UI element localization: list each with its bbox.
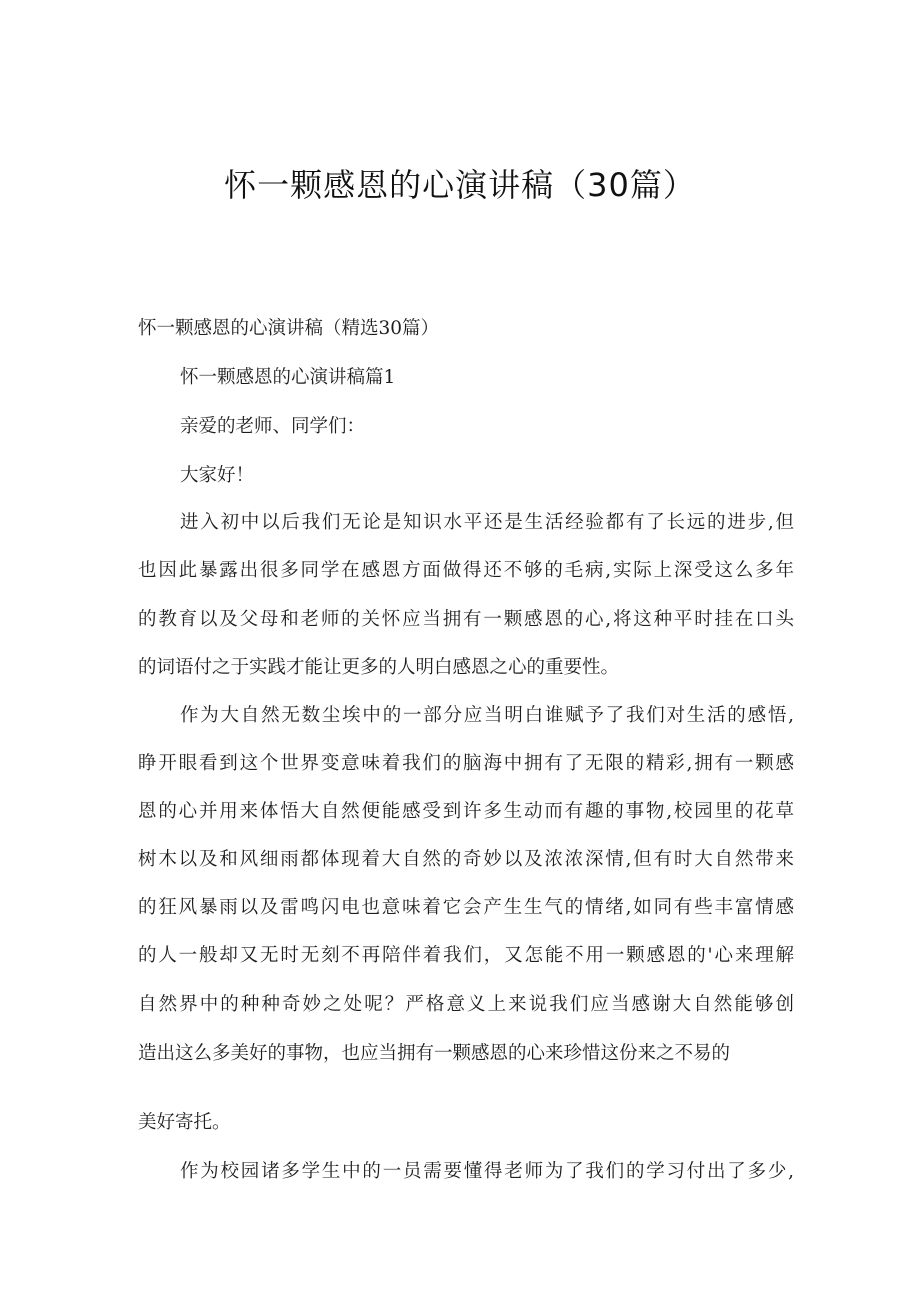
section-heading: 怀一颗感恩的心演讲稿篇1 [180,367,396,388]
paragraph-line: 的人一般却又无时无刻不再陪伴着我们，又怎能不用一颗感恩的'心来理解 [138,945,794,966]
paragraph-line: 也因此暴露出很多同学在感恩方面做得还不够的毛病,实际上深受这么多年 [138,560,794,581]
paragraph-line: 恩的心并用来体悟大自然便能感受到许多生动而有趣的事物,校园里的花草 [138,801,794,822]
document-title: 怀一颗感恩的心演讲稿（30篇） [224,166,696,204]
paragraph-line: 的词语付之于实践才能让更多的人明白感恩之心的重要性。 [138,657,620,678]
paragraph-line: 的狂风暴雨以及雷鸣闪电也意味着它会产生生气的情绪,如同有些丰富情感 [138,897,794,918]
paragraph-line: 树木以及和风细雨都体现着大自然的奇妙以及浓浓深情,但有时大自然带来 [138,849,794,870]
document-subtitle: 怀一颗感恩的心演讲稿（精选30篇） [138,318,440,339]
paragraph-line: 自然界中的种种奇妙之处呢？严格意义上来说我们应当感谢大自然能够创 [138,994,794,1015]
greeting: 大家好！ [180,465,255,486]
paragraph-line: 睁开眼看到这个世界变意味着我们的脑海中拥有了无限的精彩,拥有一颗感 [138,753,794,774]
paragraph-line: 的教育以及父母和老师的关怀应当拥有一颗感恩的心,将这种平时挂在口头 [138,609,794,630]
paragraph-line: 进入初中以后我们无论是知识水平还是生活经验都有了长远的进步,但 [180,512,794,533]
paragraph-line: 造出这么多美好的事物，也应当拥有一颗感恩的心来珍惜这份来之不易的 [138,1043,731,1064]
salutation: 亲爱的老师、同学们： [180,416,366,437]
paragraph-line: 作为大自然无数尘埃中的一部分应当明白谁赋予了我们对生活的感悟, [180,705,794,726]
paragraph-line: 美好寄托。 [138,1112,231,1133]
paragraph-line: 作为校园诸多学生中的一员需要懂得老师为了我们的学习付出了多少, [180,1161,794,1182]
